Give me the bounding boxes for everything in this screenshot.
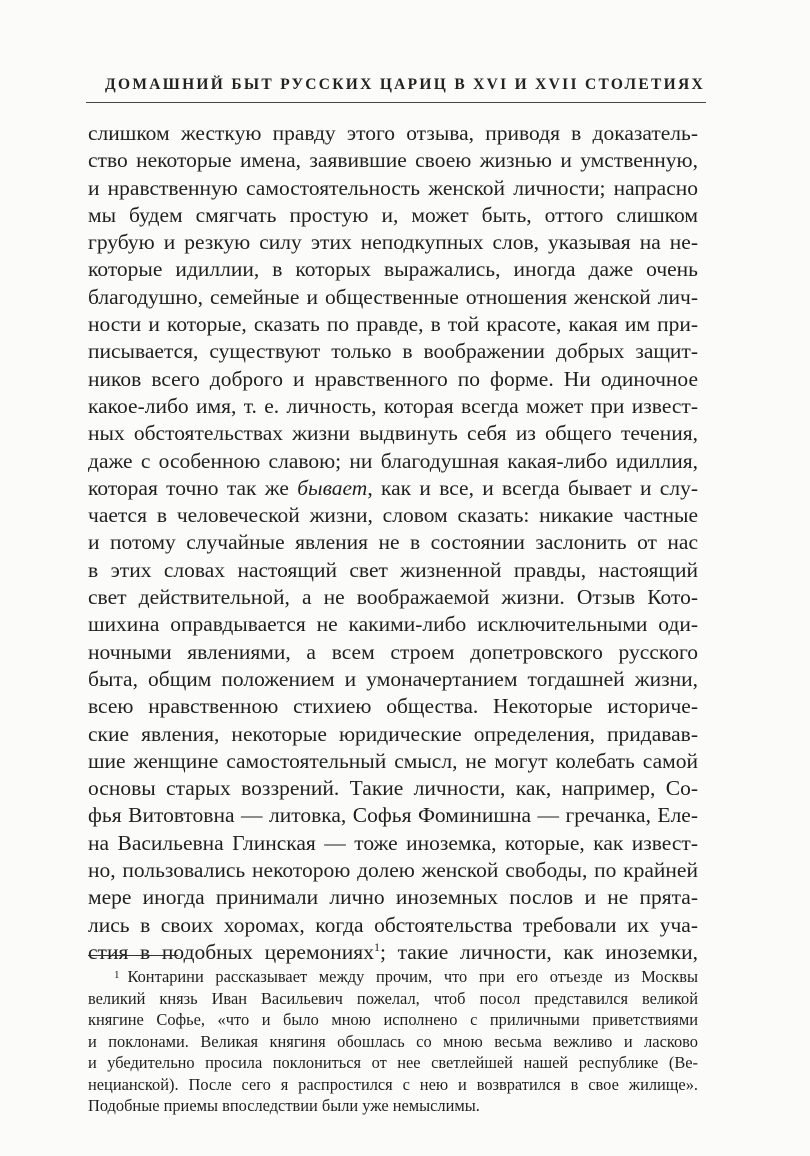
text-segment: , как и все, и всегда бывает и слу-: [367, 475, 698, 500]
text-line-with-italic: [88, 475, 698, 502]
running-head: ДОМАШНИЙ БЫТ РУССКИХ ЦАРИЦ В XVI И XVII СТОЛЕТИЯХ: [105, 76, 705, 93]
text-segment: стия в подобных церемониях: [88, 939, 374, 964]
text-line-with-footnote-ref: [88, 939, 698, 966]
footnote-reference: 1: [373, 939, 380, 954]
text-line: писывается, существуют только в воображении добрых защит-: [88, 339, 698, 364]
text-line: на Васильевна Глинская — тоже иноземка, которые, как извест-: [88, 830, 698, 855]
text-line: слишком жесткую правду этого отзыва, приводя в доказатель-: [88, 121, 698, 145]
text-line: и нравственную самостоятельность женской личности; напрасно: [88, 175, 698, 200]
footnote-line: и убедительно просила поклониться от нее светлейшей нашей республике (Ве-: [88, 1053, 698, 1072]
text-line: фья Витовтовна — литовка, Софья Фоминишна — гречанка, Еле-: [88, 803, 698, 828]
header-rule: [86, 102, 706, 103]
footnote-line: и поклонами. Великая княгиня обошлась со мною весьма вежливо и ласково: [88, 1031, 698, 1051]
text-line: ных обстоятельствах жизни выдвинуть себя из общего течения,: [88, 421, 698, 446]
footnote-line: нецианской). После сего я распростился с нею и возвратился в свое жилище».: [88, 1074, 698, 1094]
footnote-text: Контарини рассказывает между прочим, что при его отъезде из Москвы: [127, 967, 698, 986]
text-line: которые идиллии, в которых выражались, иногда даже очень: [88, 257, 698, 282]
footnote-line: великий князь Иван Васильевич пожелал, чтоб посол представился великой: [88, 988, 698, 1008]
footnote-rule: [88, 955, 178, 956]
text-line: благодушно, семейные и общественные отношения женской лич-: [88, 284, 698, 309]
text-segment: ; такие личности, как иноземки,: [379, 939, 698, 964]
footnote-line: Подобные приемы впоследствии были уже немыслимы.: [88, 1096, 480, 1115]
main-text: [88, 120, 698, 966]
text-line: ников всего доброго и нравственного по форме. Ни одиночное: [88, 366, 698, 391]
text-line: мы будем смягчать простую и, может быть, оттого слишком: [88, 202, 698, 227]
text-line: свет действительной, а не воображаемой жизни. Отзыв Кото-: [88, 585, 698, 610]
footnote: [88, 966, 698, 1117]
footnote-line: [88, 966, 698, 988]
text-line: какое-либо имя, т. е. личность, которая всегда может при извест-: [88, 393, 698, 418]
italic-word: бывает: [297, 475, 368, 500]
text-line: ности и которые, сказать по правде, в той красоте, какая им при-: [88, 312, 698, 337]
text-line: ство некоторые имена, заявившие своею жизнью и умственную,: [88, 148, 698, 173]
text-line: даже с особенною славою; ни благодушная какая-либо идиллия,: [88, 448, 698, 473]
text-line: ночными явлениями, а всем строем допетровского русского: [88, 639, 698, 664]
text-line: и потому случайные явления не в состоянии заслонить от нас: [88, 530, 698, 555]
text-line: лись в своих хоромах, когда обстоятельства требовали их уча-: [88, 912, 698, 937]
text-line: но, пользовались некоторою долею женской свободы, по крайней: [88, 858, 698, 883]
text-line: всею нравственною стихиею общества. Некоторые историче-: [88, 694, 698, 719]
text-line: в этих словах настоящий свет жизненной правды, настоящий: [88, 557, 698, 582]
footnote-line: княгине Софье, «что и было мною исполнено с приличными приветствиями: [88, 1010, 698, 1029]
text-line: чается в человеческой жизни, словом сказать: никакие частные: [88, 503, 698, 528]
text-line: ские явления, некоторые юридические определения, придавав-: [88, 721, 698, 746]
text-line: мере иногда принимали лично иноземных послов и не прята-: [88, 885, 698, 910]
text-segment: которая точно так же: [88, 475, 298, 500]
text-line: быта, общим положением и умоначертанием тогдашней жизни,: [88, 666, 698, 691]
text-line: грубую и резкую силу этих неподкупных слов, указывая на не-: [88, 230, 698, 255]
text-line: шие женщине самостоятельный смысл, не могут колебать самой: [88, 748, 698, 773]
footnote-marker: 1: [114, 969, 120, 981]
text-line: шихина оправдывается не какими-либо исключительными оди-: [88, 612, 698, 637]
text-line: основы старых воззрений. Такие личности, как, например, Со-: [88, 776, 698, 801]
